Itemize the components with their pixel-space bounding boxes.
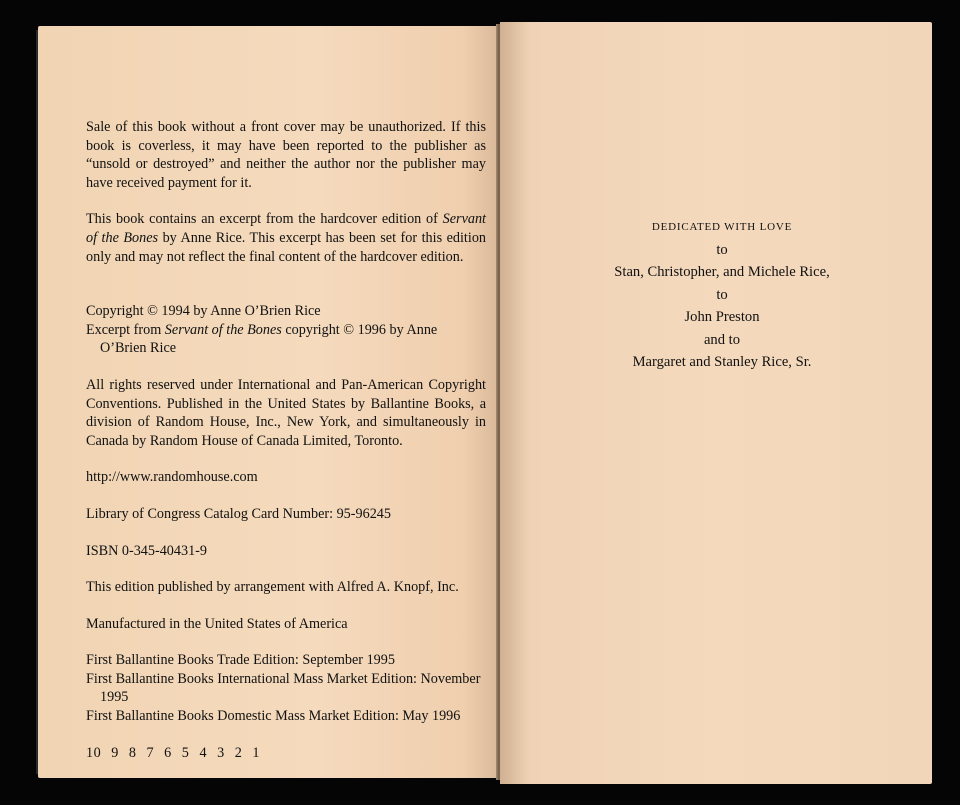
printing-line: 10 9 8 7 6 5 4 3 2 1 xyxy=(86,744,260,761)
excerpt-copyright-after: copyright © 1996 by Anne O’Brien Rice xyxy=(100,321,438,357)
excerpt-notice-after: by Anne Rice. This excerpt has been set for this edition only and may not reflect the final content of the hardcover edition. xyxy=(86,229,487,265)
dedication-line: John Preston xyxy=(684,309,760,325)
copyright-page xyxy=(38,26,500,778)
excerpt-notice xyxy=(86,210,486,266)
dedication-line: to xyxy=(716,286,728,303)
edition-trade: First Ballantine Books Trade Edition: September 1995 xyxy=(86,652,395,669)
manufactured-note: Manufactured in the United States of America xyxy=(86,615,348,632)
excerpt-notice-before: This book contains an excerpt from the hardcover edition of xyxy=(86,211,443,228)
website-url: http://www.randomhouse.com xyxy=(86,469,258,486)
loc-catalog-number: Library of Congress Catalog Card Number: 95-96245 xyxy=(86,505,391,522)
excerpt-notice-title: Servant of the Bones xyxy=(86,211,486,246)
arrangement-note: This edition published by arrangement with Alfred A. Knopf, Inc. xyxy=(86,579,459,596)
excerpt-copyright-title: Servant of the Bones xyxy=(164,321,282,338)
dedication-heading: DEDICATED WITH LOVE xyxy=(651,221,793,233)
isbn: ISBN 0-345-40431-9 xyxy=(86,542,207,559)
dedication-line: to xyxy=(716,241,728,258)
edition-international: First Ballantine Books International Mass Market Edition: November 1995 xyxy=(86,670,481,706)
edition-domestic: First Ballantine Books Domestic Mass Market Edition: May 1996 xyxy=(86,708,461,725)
excerpt-copyright xyxy=(86,321,486,358)
dedication-line: and to xyxy=(703,331,741,348)
excerpt-copyright-before: Excerpt from xyxy=(86,321,165,338)
dedication-line: Stan, Christopher, and Michele Rice, xyxy=(614,264,830,280)
dedication-block xyxy=(592,216,852,374)
cover-notice: Sale of this book without a front cover may be unauthorized. If this book is coverless, it may have been reported to the publisher as “unsold or destroyed” and neither the author nor the publisher may have received payment for it. xyxy=(86,119,486,191)
dedication-line: Margaret and Stanley Rice, Sr. xyxy=(632,354,812,370)
rights-statement: All rights reserved under International and Pan-American Copyright Conventions. Published in the United States by Ballantine Books, a division of Random House, Inc., New York, and simultaneously in Canada by Random House of Canada Limited, Toronto. xyxy=(86,376,486,449)
dedication-page xyxy=(500,22,932,784)
copyright-text-block xyxy=(86,118,486,780)
copyright-line: Copyright © 1994 by Anne O’Brien Rice xyxy=(86,303,321,320)
